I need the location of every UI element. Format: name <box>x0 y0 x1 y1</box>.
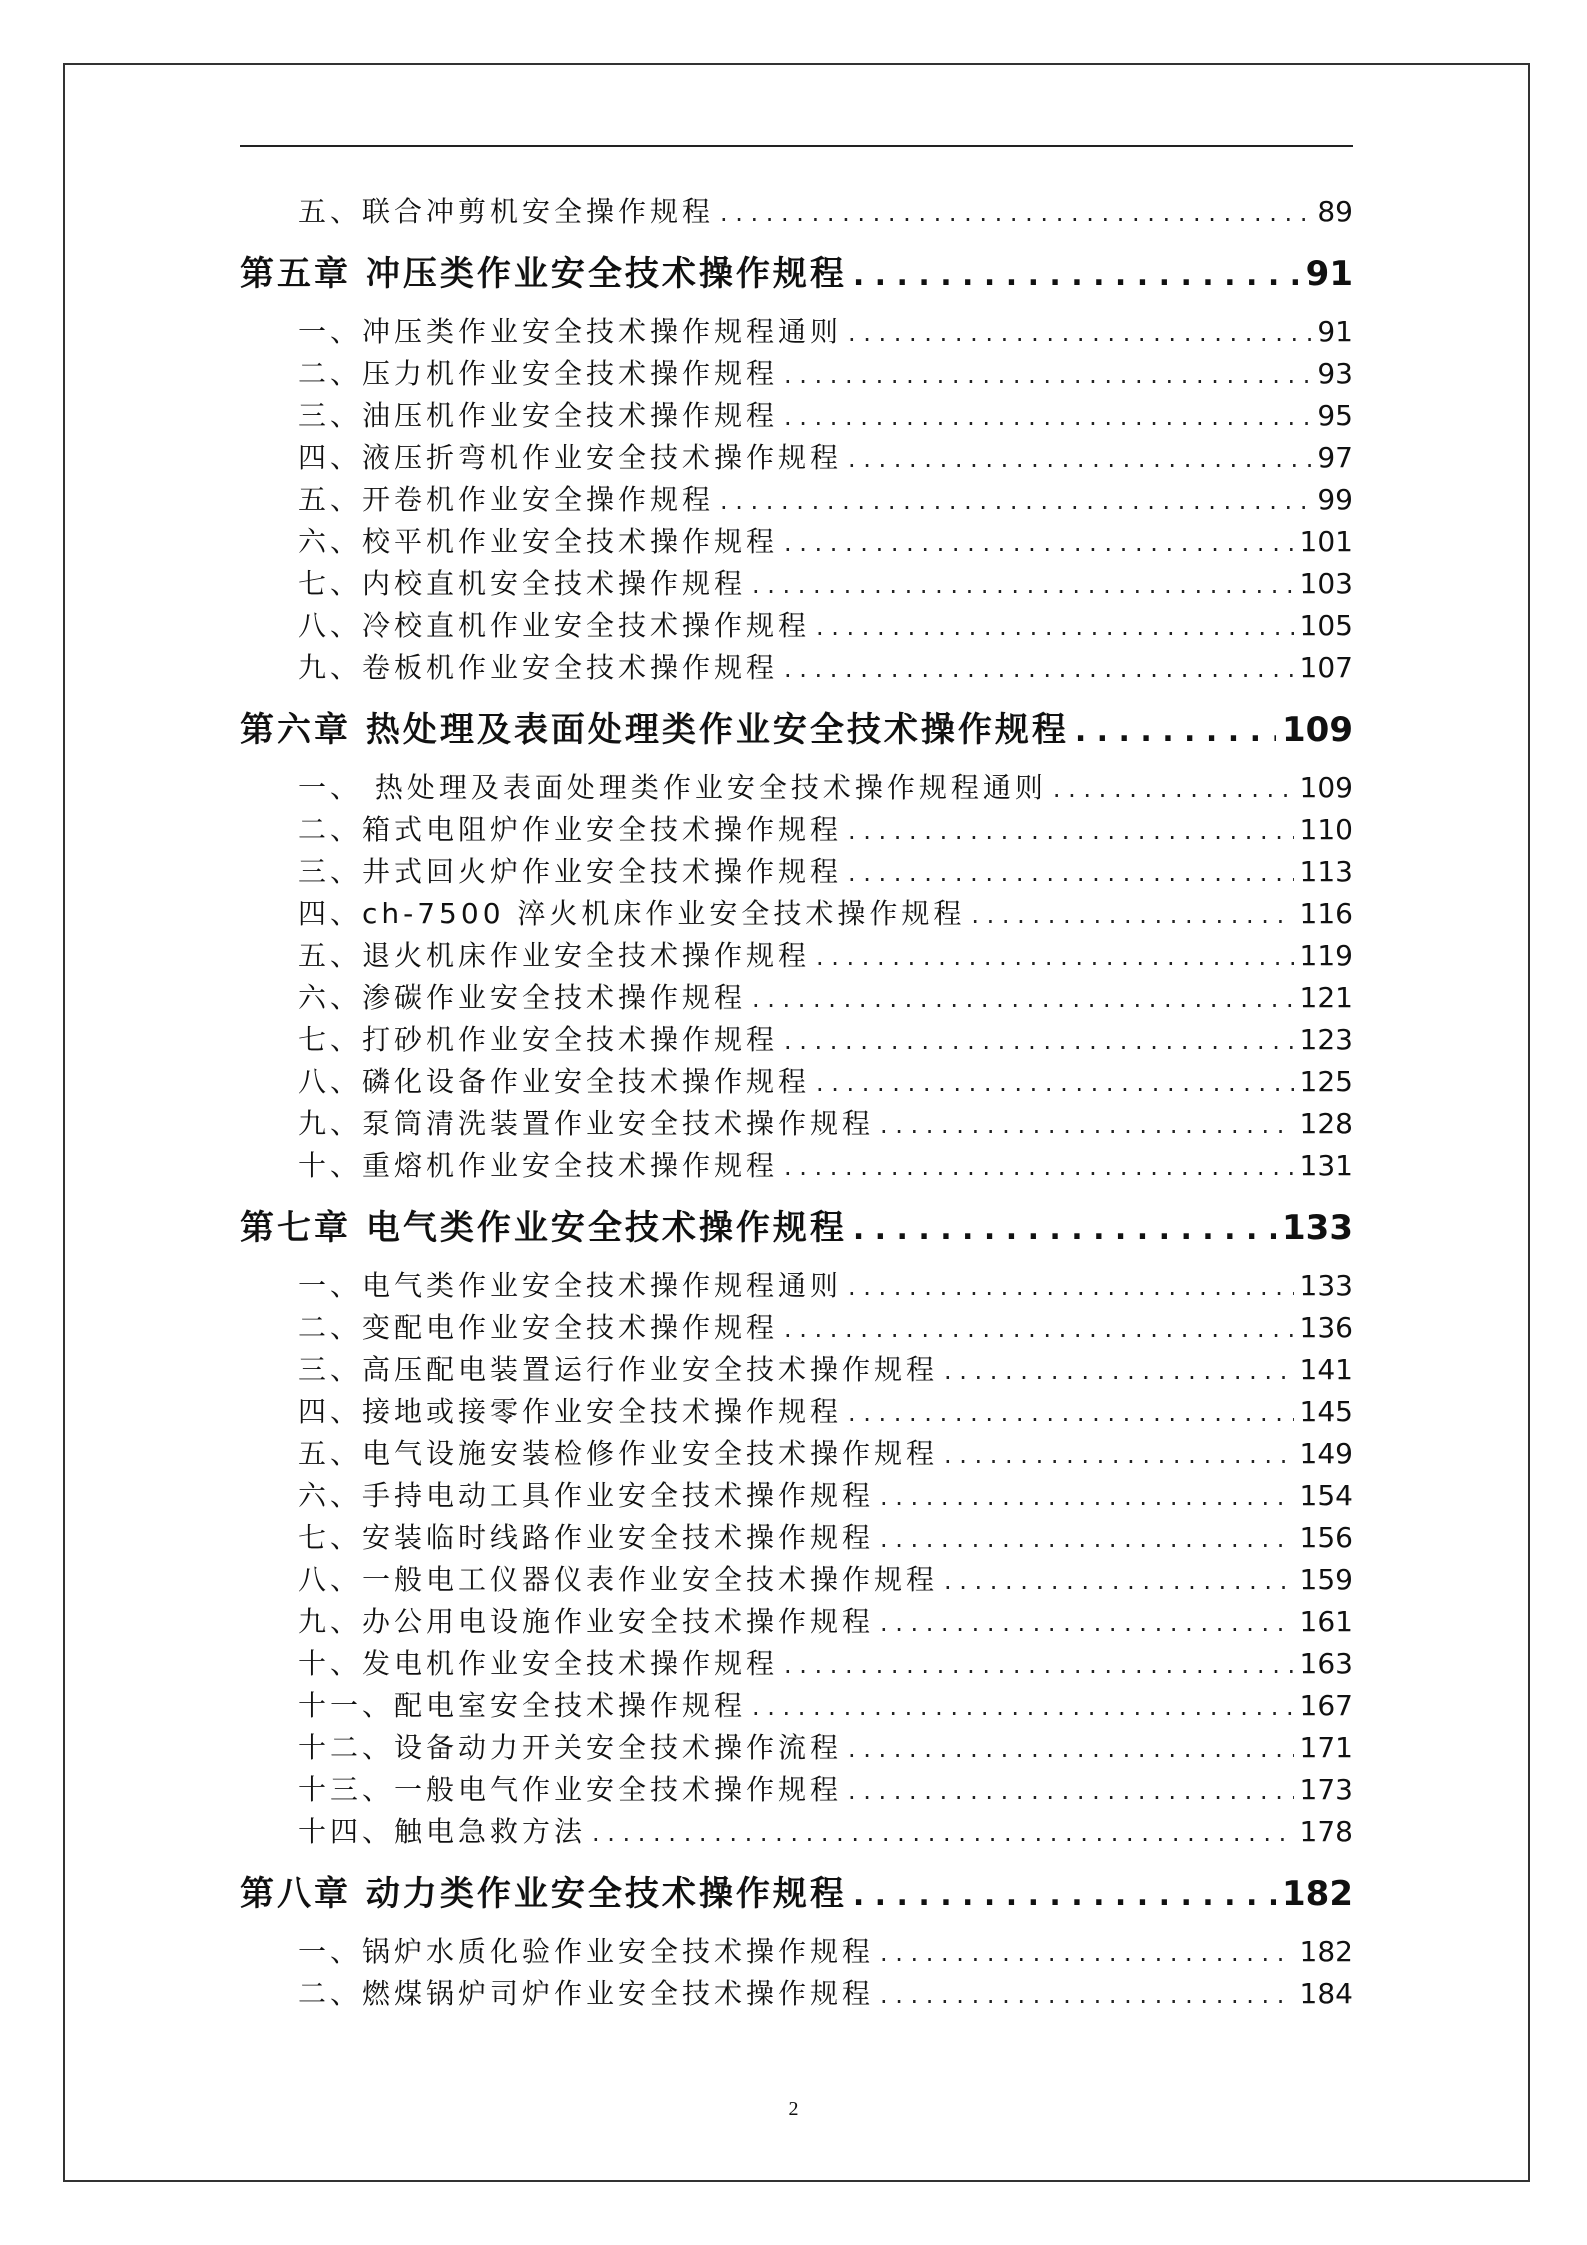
toc-entry[interactable] <box>240 1600 1353 1642</box>
toc-entry-page: 184 <box>1299 1977 1353 2010</box>
toc-entry-title: 八、冷校直机作业安全技术操作规程 <box>298 609 811 642</box>
toc-entry[interactable] <box>240 394 1353 436</box>
toc-entry-page: 116 <box>1299 897 1353 930</box>
toc-entry-title: 一、 热处理及表面处理类作业安全技术操作规程通则 <box>298 771 1047 804</box>
toc-entry-page: 113 <box>1299 855 1353 888</box>
toc-entry[interactable] <box>240 808 1353 850</box>
toc-entry[interactable] <box>240 478 1353 520</box>
toc-entry-title: 九、办公用电设施作业安全技术操作规程 <box>298 1605 875 1638</box>
toc-entry-page: 110 <box>1299 813 1353 846</box>
toc-entry-page: 89 <box>1317 195 1353 228</box>
toc-entry-page: 109 <box>1299 771 1353 804</box>
dot-leader <box>848 1395 1294 1428</box>
toc-entry-title: 第五章 冲压类作业安全技术操作规程 <box>240 254 847 294</box>
toc-entry-title: 八、磷化设备作业安全技术操作规程 <box>298 1065 811 1098</box>
toc-entry-page: 91 <box>1317 315 1353 348</box>
toc-entry[interactable] <box>240 1768 1353 1810</box>
dot-leader <box>784 1311 1294 1344</box>
toc-entry-title: 第八章 动力类作业安全技术操作规程 <box>240 1874 847 1914</box>
toc-entry-page: 161 <box>1299 1605 1353 1638</box>
toc-entry-page: 163 <box>1299 1647 1353 1680</box>
dot-leader <box>853 1874 1276 1914</box>
toc-entry-page: 125 <box>1299 1065 1353 1098</box>
dot-leader <box>784 1149 1294 1182</box>
toc-entry-page: 133 <box>1282 1208 1353 1248</box>
toc-entry[interactable] <box>240 850 1353 892</box>
dot-leader <box>848 1731 1294 1764</box>
toc-entry-page: 128 <box>1299 1107 1353 1140</box>
toc-entry-page: 173 <box>1299 1773 1353 1806</box>
dot-leader <box>848 1773 1294 1806</box>
toc-entry[interactable] <box>240 310 1353 352</box>
toc-entry[interactable] <box>240 1432 1353 1474</box>
toc-entry-page: 141 <box>1299 1353 1353 1386</box>
dot-leader <box>853 254 1300 294</box>
toc-entry-title: 三、油压机作业安全技术操作规程 <box>298 399 779 432</box>
dot-leader <box>784 525 1294 558</box>
toc-entry-page: 95 <box>1317 399 1353 432</box>
dot-leader <box>784 1647 1294 1680</box>
toc-entry[interactable] <box>240 1642 1353 1684</box>
dot-leader <box>880 1107 1294 1140</box>
toc-entry-page: 123 <box>1299 1023 1353 1056</box>
toc-entry-title: 九、泵筒清洗装置作业安全技术操作规程 <box>298 1107 875 1140</box>
toc-entry[interactable] <box>240 436 1353 478</box>
dot-leader <box>1075 710 1276 750</box>
dot-leader <box>880 1977 1294 2010</box>
toc-entry[interactable] <box>240 1264 1353 1306</box>
toc-entry-page: 103 <box>1299 567 1353 600</box>
toc-entry-title: 二、箱式电阻炉作业安全技术操作规程 <box>298 813 843 846</box>
toc-entry-title: 七、打砂机作业安全技术操作规程 <box>298 1023 779 1056</box>
toc-entry-title: 十二、设备动力开关安全技术操作流程 <box>298 1731 843 1764</box>
toc-entry-title: 五、退火机床作业安全技术操作规程 <box>298 939 811 972</box>
toc-entry-title: 三、高压配电装置运行作业安全技术操作规程 <box>298 1353 939 1386</box>
header-rule <box>240 145 1353 147</box>
toc-entry[interactable] <box>240 604 1353 646</box>
toc-entry[interactable] <box>240 1018 1353 1060</box>
toc-entry[interactable] <box>240 646 1353 688</box>
dot-leader <box>1053 771 1294 804</box>
toc-entry[interactable] <box>240 1558 1353 1600</box>
toc-entry-title: 五、联合冲剪机安全操作规程 <box>298 195 715 228</box>
dot-leader <box>848 855 1294 888</box>
toc-entry-title: 第七章 电气类作业安全技术操作规程 <box>240 1208 847 1248</box>
toc-entry[interactable] <box>240 190 1353 232</box>
toc-entry-title: 七、安装临时线路作业安全技术操作规程 <box>298 1521 875 1554</box>
dot-leader <box>848 1269 1294 1302</box>
toc-entry-title: 十四、触电急救方法 <box>298 1815 587 1848</box>
dot-leader <box>752 567 1294 600</box>
dot-leader <box>784 651 1294 684</box>
dot-leader <box>848 813 1294 846</box>
toc-entry-page: 167 <box>1299 1689 1353 1722</box>
page-number: 2 <box>788 2098 799 2120</box>
toc-entry-page: 145 <box>1299 1395 1353 1428</box>
toc-entry-page: 107 <box>1299 651 1353 684</box>
toc-chapter-entry[interactable] <box>240 1200 1353 1260</box>
toc-entry-page: 101 <box>1299 525 1353 558</box>
dot-leader <box>784 1023 1294 1056</box>
toc-entry[interactable] <box>240 1306 1353 1348</box>
toc-entry-title: 四、ch-7500 淬火机床作业安全技术操作规程 <box>298 897 966 930</box>
toc-entry[interactable] <box>240 520 1353 562</box>
toc-entry[interactable] <box>240 1810 1353 1852</box>
toc-entry[interactable] <box>240 892 1353 934</box>
toc-entry-title: 二、压力机作业安全技术操作规程 <box>298 357 779 390</box>
toc-entry[interactable] <box>240 1144 1353 1186</box>
toc-entry-page: 119 <box>1299 939 1353 972</box>
dot-leader <box>944 1563 1294 1596</box>
toc-entry-page: 156 <box>1299 1521 1353 1554</box>
table-of-contents <box>240 190 1353 2014</box>
toc-entry-title: 十、重熔机作业安全技术操作规程 <box>298 1149 779 1182</box>
toc-entry-title: 五、开卷机作业安全操作规程 <box>298 483 715 516</box>
toc-entry[interactable] <box>240 1102 1353 1144</box>
toc-entry-title: 四、液压折弯机作业安全技术操作规程 <box>298 441 843 474</box>
toc-entry-title: 一、电气类作业安全技术操作规程通则 <box>298 1269 843 1302</box>
toc-entry-title: 十、发电机作业安全技术操作规程 <box>298 1647 779 1680</box>
toc-entry[interactable] <box>240 1060 1353 1102</box>
toc-entry[interactable] <box>240 1930 1353 1972</box>
toc-entry[interactable] <box>240 1726 1353 1768</box>
dot-leader <box>848 315 1311 348</box>
toc-entry[interactable] <box>240 1516 1353 1558</box>
dot-leader <box>784 399 1311 432</box>
toc-chapter-entry[interactable] <box>240 702 1353 762</box>
dot-leader <box>592 1815 1294 1848</box>
dot-leader <box>880 1935 1294 1968</box>
toc-entry-page: 154 <box>1299 1479 1353 1512</box>
toc-entry[interactable] <box>240 1390 1353 1432</box>
dot-leader <box>971 897 1293 930</box>
toc-entry-title: 六、手持电动工具作业安全技术操作规程 <box>298 1479 875 1512</box>
toc-entry-page: 105 <box>1299 609 1353 642</box>
dot-leader <box>944 1353 1294 1386</box>
toc-entry-page: 136 <box>1299 1311 1353 1344</box>
dot-leader <box>848 441 1311 474</box>
toc-entry-title: 十三、一般电气作业安全技术操作规程 <box>298 1773 843 1806</box>
toc-entry[interactable] <box>240 352 1353 394</box>
toc-entry[interactable] <box>240 562 1353 604</box>
toc-entry-title: 二、燃煤锅炉司炉作业安全技术操作规程 <box>298 1977 875 2010</box>
toc-entry[interactable] <box>240 1684 1353 1726</box>
toc-entry-title: 五、电气设施安装检修作业安全技术操作规程 <box>298 1437 939 1470</box>
toc-entry-title: 第六章 热处理及表面处理类作业安全技术操作规程 <box>240 710 1069 750</box>
toc-entry-page: 133 <box>1299 1269 1353 1302</box>
toc-entry-title: 三、井式回火炉作业安全技术操作规程 <box>298 855 843 888</box>
toc-entry-page: 131 <box>1299 1149 1353 1182</box>
toc-entry-title: 七、内校直机安全技术操作规程 <box>298 567 747 600</box>
dot-leader <box>880 1479 1294 1512</box>
dot-leader <box>784 357 1311 390</box>
toc-entry-page: 97 <box>1317 441 1353 474</box>
toc-entry[interactable] <box>240 1972 1353 2014</box>
toc-entry[interactable] <box>240 766 1353 808</box>
toc-entry-page: 178 <box>1299 1815 1353 1848</box>
toc-entry-title: 四、接地或接零作业安全技术操作规程 <box>298 1395 843 1428</box>
toc-entry-title: 一、冲压类作业安全技术操作规程通则 <box>298 315 843 348</box>
toc-entry-title: 二、变配电作业安全技术操作规程 <box>298 1311 779 1344</box>
dot-leader <box>944 1437 1294 1470</box>
toc-entry-page: 93 <box>1317 357 1353 390</box>
dot-leader <box>752 1689 1294 1722</box>
toc-entry[interactable] <box>240 1474 1353 1516</box>
toc-entry[interactable] <box>240 976 1353 1018</box>
dot-leader <box>816 939 1294 972</box>
dot-leader <box>853 1208 1276 1248</box>
toc-entry[interactable] <box>240 934 1353 976</box>
dot-leader <box>752 981 1294 1014</box>
toc-entry-page: 171 <box>1299 1731 1353 1764</box>
toc-entry-title: 八、一般电工仪器仪表作业安全技术操作规程 <box>298 1563 939 1596</box>
toc-entry-page: 109 <box>1282 710 1353 750</box>
toc-chapter-entry[interactable] <box>240 1866 1353 1926</box>
toc-entry-title: 十一、配电室安全技术操作规程 <box>298 1689 747 1722</box>
toc-entry[interactable] <box>240 1348 1353 1390</box>
dot-leader <box>816 609 1294 642</box>
toc-entry-title: 六、渗碳作业安全技术操作规程 <box>298 981 747 1014</box>
dot-leader <box>880 1605 1294 1638</box>
dot-leader <box>816 1065 1294 1098</box>
toc-entry-page: 99 <box>1317 483 1353 516</box>
dot-leader <box>880 1521 1294 1554</box>
dot-leader <box>720 483 1311 516</box>
dot-leader <box>720 195 1311 228</box>
toc-entry-page: 159 <box>1299 1563 1353 1596</box>
toc-entry-page: 182 <box>1282 1874 1353 1914</box>
toc-entry-title: 一、锅炉水质化验作业安全技术操作规程 <box>298 1935 875 1968</box>
toc-entry-title: 六、校平机作业安全技术操作规程 <box>298 525 779 558</box>
toc-entry-page: 182 <box>1299 1935 1353 1968</box>
toc-entry-title: 九、卷板机作业安全技术操作规程 <box>298 651 779 684</box>
toc-entry-page: 149 <box>1299 1437 1353 1470</box>
toc-entry-page: 91 <box>1305 254 1353 294</box>
toc-entry-page: 121 <box>1299 981 1353 1014</box>
toc-chapter-entry[interactable] <box>240 246 1353 306</box>
